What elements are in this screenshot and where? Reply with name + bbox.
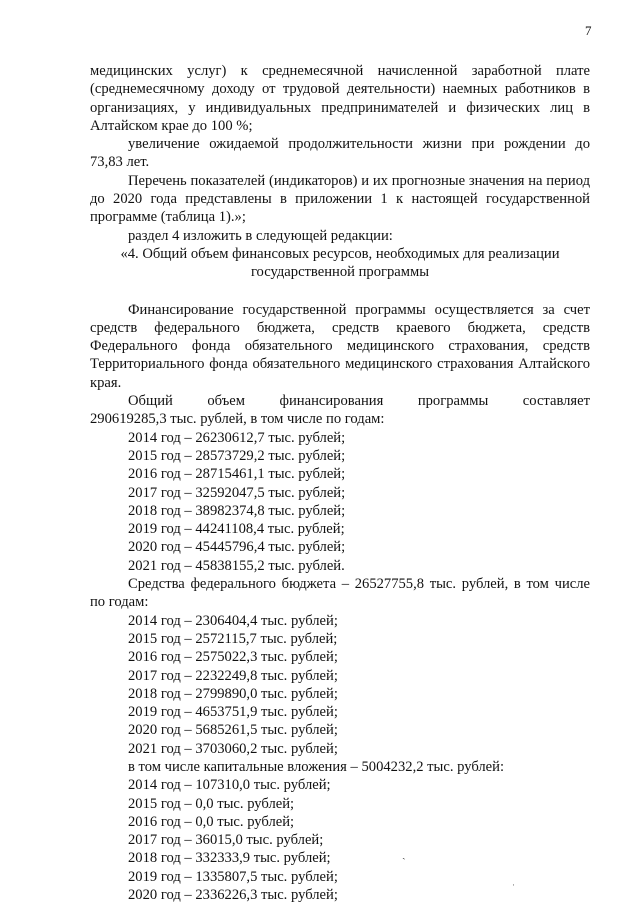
list-item: 2017 год – 32592047,5 тыс. рублей; [128,484,346,501]
list-item: 2018 год – 38982374,8 тыс. рублей; [128,502,346,519]
list-item: 2015 год – 0,0 тыс. рублей; [128,795,295,812]
paragraph-wage-ratio: медицинских услуг) к среднемесячной начисленной заработной плате (среднемесячному доходу от трудовой деятельности) наемных работников в организациях, у индивидуальных предпринимателей и физических лиц в Алтайском крае до 100 %; [90,63,590,134]
paragraph-indicators: Перечень показателей (индикаторов) и их прогнозные значения на период до 2020 года представлены в приложении 1 к настоящей государственной программе (таблица 1).»; [90,172,590,226]
paragraph-total-line1: Общий объем финансирования программы составляет [128,393,590,410]
list-item: 2021 год – 45838155,2 тыс. рублей. [128,557,345,574]
list-item: 2015 год – 2572115,7 тыс. рублей; [128,630,338,647]
list-item: 2020 год – 5685261,5 тыс. рублей; [128,722,338,739]
paragraph-financing-sources: Финансирование государственной программы осуществляется за счет средств федерального бюджета, средств краевого бюджета, средств Федерального фонда обязательного медицинского страхования, средств Территориального фонда обязательного медицинского страхования Алтайского края. [90,301,590,391]
list-item: 2017 год – 2232249,8 тыс. рублей; [128,667,338,684]
paragraph-total-line2: 290619285,3 тыс. рублей, в том числе по годам: [90,411,385,428]
document-body [90,62,590,904]
paragraph-capital-investment: в том числе капитальные вложения – 5004232,2 тыс. рублей: [128,758,505,775]
paragraph-life-expectancy: увеличение ожидаемой продолжительности жизни при рождении до 73,83 лет. [90,136,590,171]
list-item: 2017 год – 36015,0 тыс. рублей; [128,832,324,849]
list-item: 2016 год – 0,0 тыс. рублей; [128,813,295,830]
list-item: 2015 год – 28573729,2 тыс. рублей; [128,447,346,464]
list-item: 2019 год – 44241108,4 тыс. рублей; [128,521,345,538]
list-item: 2016 год – 2575022,3 тыс. рублей; [128,649,338,666]
list-item: 2014 год – 107310,0 тыс. рублей; [128,777,331,794]
scan-speck: · [512,880,515,890]
list-item: 2019 год – 4653751,9 тыс. рублей; [128,704,338,721]
list-item: 2019 год – 1335807,5 тыс. рублей; [128,868,338,885]
section-heading: «4. Общий объем финансовых ресурсов, необходимых для реализации государственной программы [120,245,560,281]
list-item: 2021 год – 3703060,2 тыс. рублей; [128,740,338,757]
page-number: 7 [585,23,592,38]
list-item: 2018 год – 2799890,0 тыс. рублей; [128,685,338,702]
paragraph-federal-budget: Средства федерального бюджета – 26527755,8 тыс. рублей, в том числе по годам: [90,576,590,611]
paragraph-section-intro: раздел 4 изложить в следующей редакции: [128,227,393,244]
federal-by-year-list [90,612,590,758]
list-item: 2018 год – 332333,9 тыс. рублей; [128,850,331,867]
list-item: 2014 год – 26230612,7 тыс. рублей; [128,429,346,446]
total-by-year-list [90,429,590,575]
scan-speck: ˎ [402,848,406,860]
list-item: 2016 год – 28715461,1 тыс. рублей; [128,466,346,483]
list-item: 2020 год – 45445796,4 тыс. рублей; [128,539,346,556]
capital-by-year-list [90,776,590,904]
list-item: 2020 год – 2336226,3 тыс. рублей; [128,887,338,904]
list-item: 2014 год – 2306404,4 тыс. рублей; [128,612,338,629]
